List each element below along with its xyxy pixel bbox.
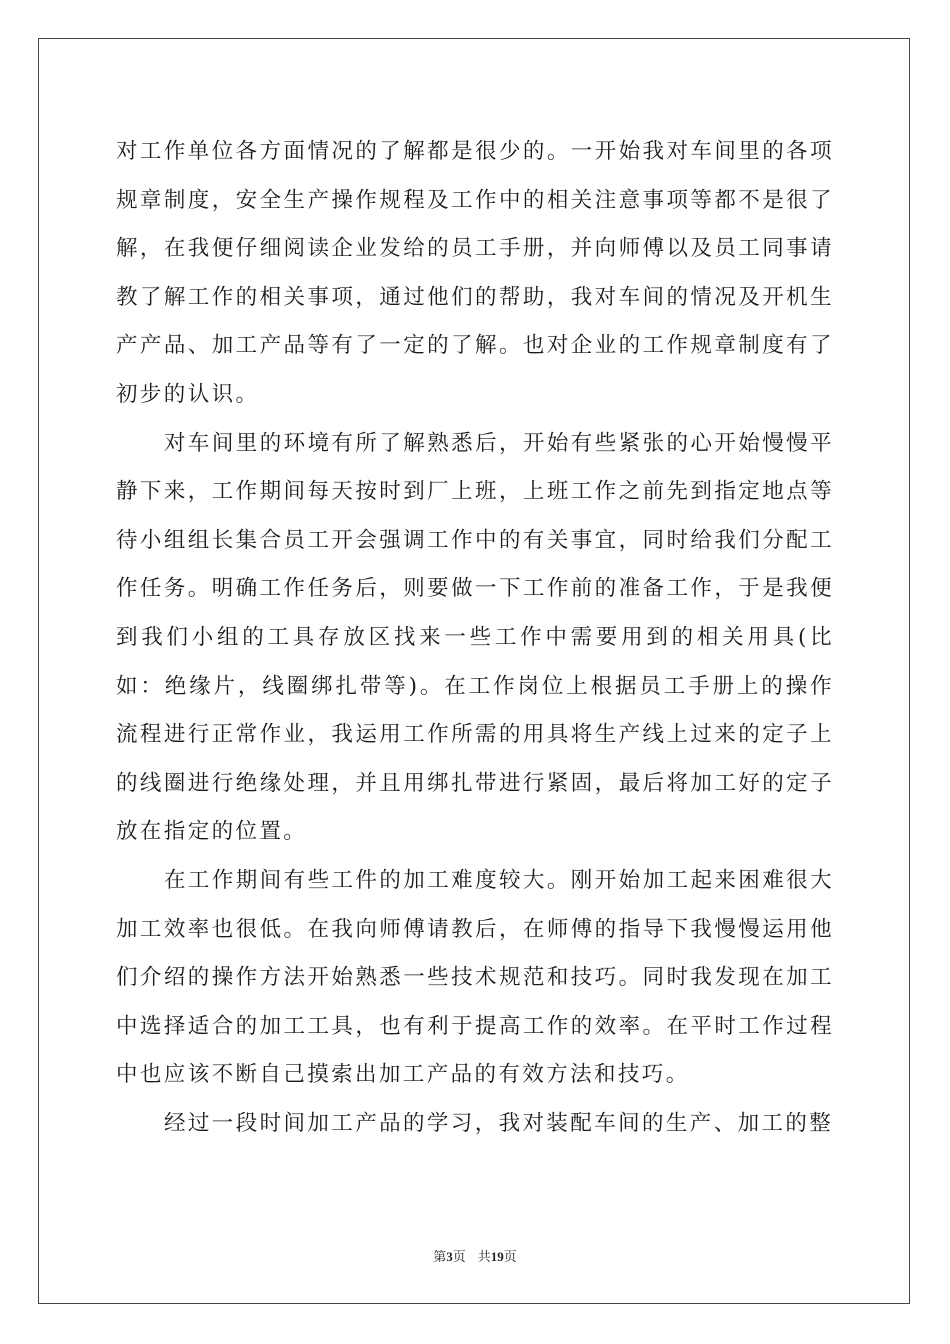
paragraph-2: 对车间里的环境有所了解熟悉后，开始有些紧张的心开始慢慢平静下来，工作期间每天按时到厂上班，上班工作之前先到指定地点等待小组组长集合员工开会强调工作中的有关事宜，同时给我们分配工作任务。明确工作任务后，则要做一下工作前的准备工作，于是我便到我们小组的工具存放区找来一些工作中需要用到的相关用具(比如：绝缘片，线圈绑扎带等)。在工作岗位上根据员工手册上的操作流程进行正常作业，我运用工作所需的用具将生产线上过来的定子上的线圈进行绝缘处理，并且用绑扎带进行紧固，最后将加工好的定子放在指定的位置。 <box>116 430 834 845</box>
paragraph-3: 在工作期间有些工件的加工难度较大。刚开始加工起来困难很大加工效率也很低。在我向师傅请教后，在师傅的指导下我慢慢运用他们介绍的操作方法开始熟悉一些技术规范和技巧。同时我发现在加工中选择适合的加工工具，也有利于提高工作的效率。在平时工作过程中也应该不断自己摸索出加工产品的有效方法和技巧。 <box>116 867 834 1088</box>
paragraph-1: 对工作单位各方面情况的了解都是很少的。一开始我对车间里的各项规章制度，安全生产操作规程及工作中的相关注意事项等都不是很了解，在我便仔细阅读企业发给的员工手册，并向师傅以及员工同事请教了解工作的相关事项，通过他们的帮助，我对车间的情况及开机生产产品、加工产品等有了一定的了解。也对企业的工作规章制度有了初步的认识。 <box>116 139 834 407</box>
total-prefix: 共 <box>477 1249 491 1264</box>
page-number: 3 <box>446 1249 453 1264</box>
page-suffix: 页 <box>452 1249 466 1264</box>
page-footer <box>0 1246 950 1265</box>
document-body <box>116 128 834 1148</box>
page-prefix: 第 <box>433 1249 447 1264</box>
paragraph-4: 经过一段时间加工产品的学习，我对装配车间的生产、加工的整 <box>164 1110 834 1136</box>
total-pages: 19 <box>490 1249 504 1264</box>
total-suffix: 页 <box>503 1249 517 1264</box>
